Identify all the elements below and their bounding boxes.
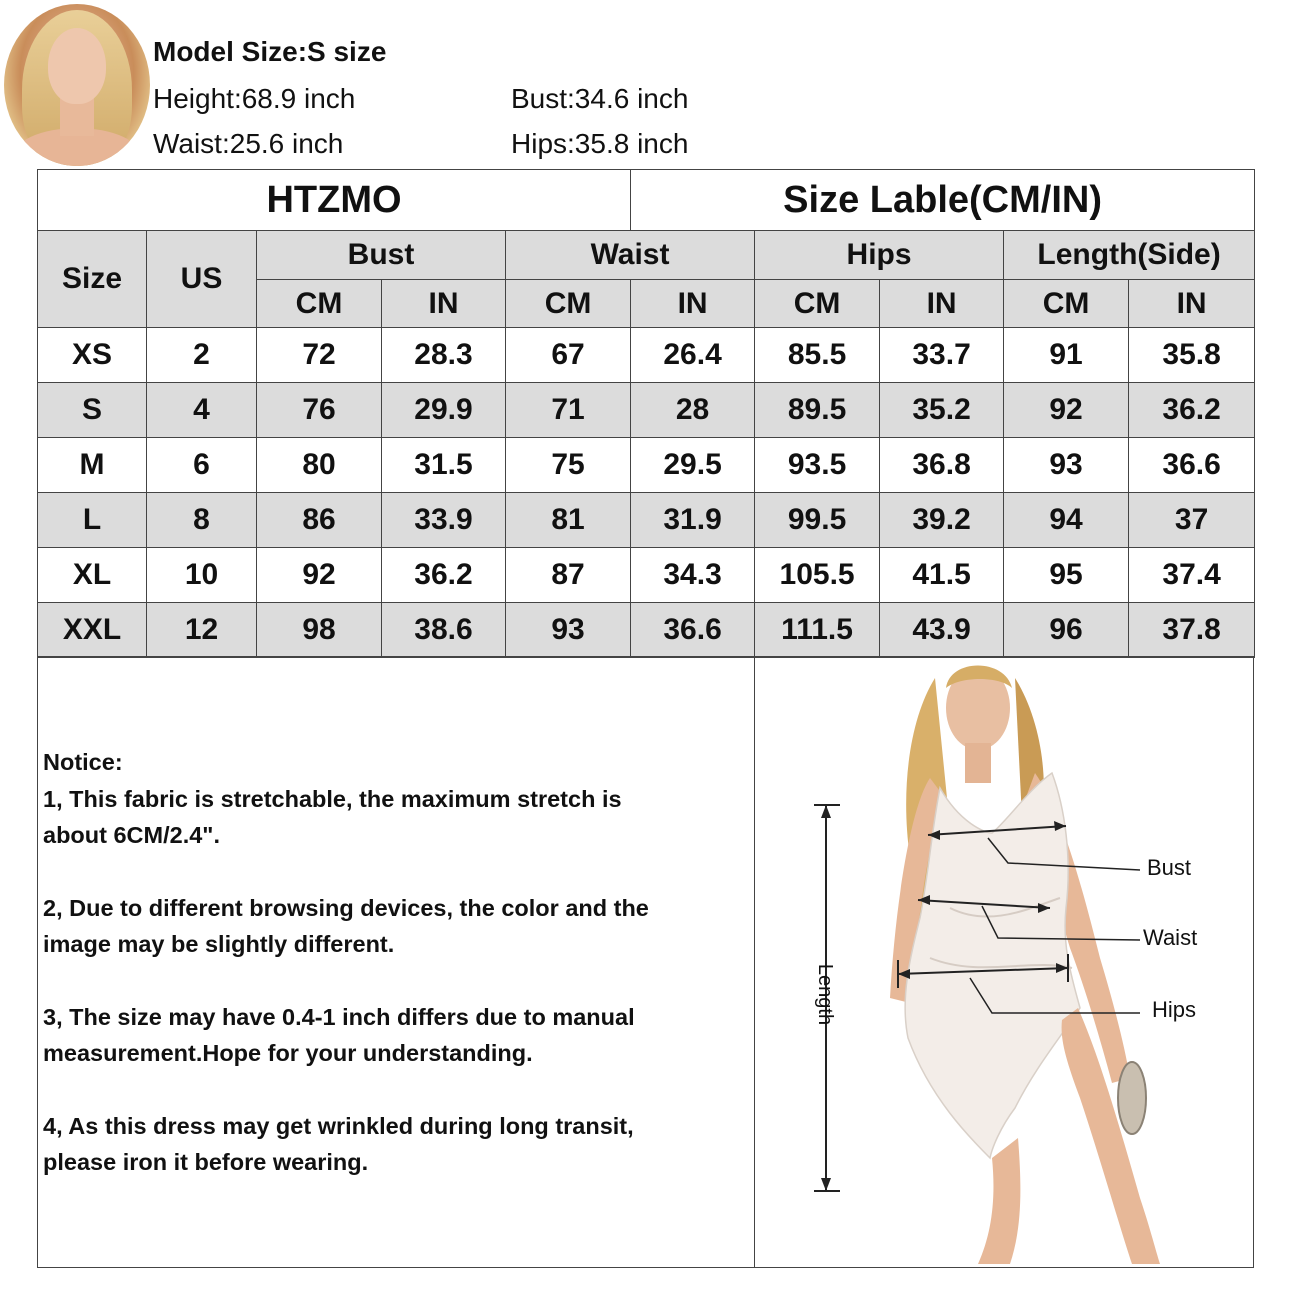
table-cell: 28.3 <box>382 328 506 383</box>
table-cell: 34.3 <box>631 548 755 603</box>
hips-label: Hips <box>1152 997 1197 1022</box>
table-cell: 26.4 <box>631 328 755 383</box>
notice-title: Notice: <box>43 749 123 775</box>
unit-header: IN <box>631 280 755 328</box>
table-cell: 81 <box>506 493 631 548</box>
notice-line: measurement.Hope for your understanding. <box>43 1040 533 1066</box>
table-row <box>38 548 1255 603</box>
table-cell: 99.5 <box>755 493 880 548</box>
table-cell: 93 <box>1004 438 1129 493</box>
table-cell: 87 <box>506 548 631 603</box>
unit-header: CM <box>506 280 631 328</box>
table-cell: 75 <box>506 438 631 493</box>
length-label: Length <box>814 963 837 1026</box>
table-cell: 12 <box>147 603 257 658</box>
model-dress-illustration <box>760 658 1250 1264</box>
table-cell: 85.5 <box>755 328 880 383</box>
table-cell: 10 <box>147 548 257 603</box>
table-cell: 37 <box>1129 493 1255 548</box>
table-cell: 36.2 <box>382 548 506 603</box>
table-cell: 111.5 <box>755 603 880 658</box>
table-cell: 36.2 <box>1129 383 1255 438</box>
table-cell: 91 <box>1004 328 1129 383</box>
table-cell: 67 <box>506 328 631 383</box>
bust-label: Bust <box>1147 855 1192 880</box>
unit-header: IN <box>382 280 506 328</box>
size-column-header: Size <box>38 231 147 328</box>
table-cell: XL <box>38 548 147 603</box>
table-cell: 86 <box>257 493 382 548</box>
table-cell: 93.5 <box>755 438 880 493</box>
table-cell: 76 <box>257 383 382 438</box>
table-cell: 71 <box>506 383 631 438</box>
table-cell: 4 <box>147 383 257 438</box>
table-cell: 6 <box>147 438 257 493</box>
table-cell: XS <box>38 328 147 383</box>
table-cell: 43.9 <box>880 603 1004 658</box>
waist-label: Waist <box>1143 925 1198 950</box>
table-cell: 31.9 <box>631 493 755 548</box>
model-height: Height:68.9 inch <box>153 83 356 114</box>
table-cell: 89.5 <box>755 383 880 438</box>
table-row <box>38 493 1255 548</box>
us-column-header: US <box>147 231 257 328</box>
table-cell: 38.6 <box>382 603 506 658</box>
table-cell: 33.9 <box>382 493 506 548</box>
table-cell: S <box>38 383 147 438</box>
table-cell: 94 <box>1004 493 1129 548</box>
table-cell: L <box>38 493 147 548</box>
table-cell: 33.7 <box>880 328 1004 383</box>
table-cell: XXL <box>38 603 147 658</box>
notice-line: about 6CM/2.4". <box>43 822 220 848</box>
table-cell: 29.9 <box>382 383 506 438</box>
dress-measurement-figure <box>760 658 1250 1264</box>
table-cell: 36.6 <box>631 603 755 658</box>
notice-text <box>43 744 743 1181</box>
table-cell: 72 <box>257 328 382 383</box>
table-cell: 41.5 <box>880 548 1004 603</box>
table-cell: 105.5 <box>755 548 880 603</box>
size-chart-table <box>37 169 1255 658</box>
table-cell: 8 <box>147 493 257 548</box>
unit-header: IN <box>1129 280 1255 328</box>
table-cell: 96 <box>1004 603 1129 658</box>
model-waist: Waist:25.6 inch <box>153 128 344 159</box>
notice-line: 2, Due to different browsing devices, the color and the <box>43 894 649 921</box>
hips-group-header: Hips <box>755 231 1004 280</box>
size-label-title: Size Lable(CM/IN) <box>631 170 1255 231</box>
table-cell: 28 <box>631 383 755 438</box>
unit-header: CM <box>1004 280 1129 328</box>
table-cell: 36.8 <box>880 438 1004 493</box>
table-cell: 92 <box>257 548 382 603</box>
unit-header: IN <box>880 280 1004 328</box>
table-cell: 2 <box>147 328 257 383</box>
table-cell: 95 <box>1004 548 1129 603</box>
table-cell: M <box>38 438 147 493</box>
model-size-title: Model Size:S size <box>153 36 387 67</box>
table-cell: 29.5 <box>631 438 755 493</box>
unit-header: CM <box>755 280 880 328</box>
table-row <box>38 438 1255 493</box>
bust-group-header: Bust <box>257 231 506 280</box>
notice-line: 3, The size may have 0.4-1 inch differs due to manual <box>43 1003 635 1030</box>
table-cell: 37.4 <box>1129 548 1255 603</box>
notice-line: image may be slightly different. <box>43 931 395 957</box>
table-cell: 37.8 <box>1129 603 1255 658</box>
panel-divider <box>754 656 755 1268</box>
model-hips: Hips:35.8 inch <box>511 128 689 159</box>
notice-line: 4, As this dress may get wrinkled during long transit, <box>43 1112 634 1139</box>
table-cell: 31.5 <box>382 438 506 493</box>
table-cell: 35.2 <box>880 383 1004 438</box>
notice-line: please iron it before wearing. <box>43 1149 369 1175</box>
model-avatar <box>4 4 150 166</box>
table-cell: 80 <box>257 438 382 493</box>
length-group-header: Length(Side) <box>1004 231 1255 280</box>
table-cell: 39.2 <box>880 493 1004 548</box>
table-row <box>38 603 1255 658</box>
table-cell: 93 <box>506 603 631 658</box>
table-cell: 35.8 <box>1129 328 1255 383</box>
unit-header: CM <box>257 280 382 328</box>
model-bust: Bust:34.6 inch <box>511 83 689 114</box>
table-row <box>38 383 1255 438</box>
table-cell: 98 <box>257 603 382 658</box>
brand-name: HTZMO <box>38 170 631 231</box>
table-cell: 92 <box>1004 383 1129 438</box>
table-cell: 36.6 <box>1129 438 1255 493</box>
notice-line: 1, This fabric is stretchable, the maximum stretch is <box>43 785 622 812</box>
waist-group-header: Waist <box>506 231 755 280</box>
table-row <box>38 328 1255 383</box>
